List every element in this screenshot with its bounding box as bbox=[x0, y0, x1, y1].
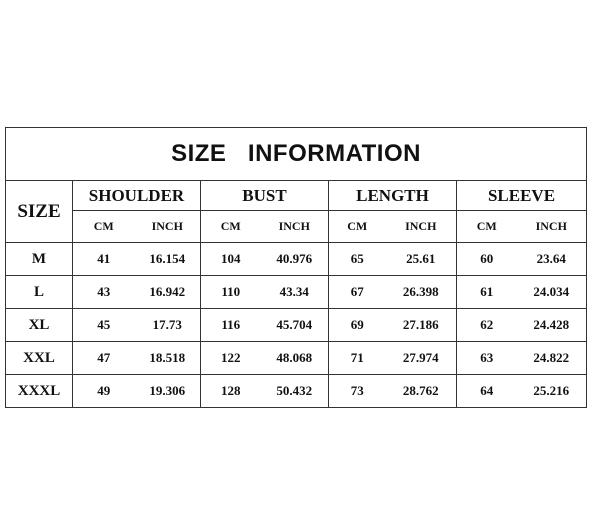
table-cell: 16.942 bbox=[135, 276, 201, 309]
table-cell: 27.186 bbox=[386, 309, 457, 342]
table-cell: 116 bbox=[201, 309, 261, 342]
table-cell: 19.306 bbox=[135, 375, 201, 408]
table-cell: 49 bbox=[73, 375, 135, 408]
table-cell: 16.154 bbox=[135, 243, 201, 276]
size-information-table bbox=[5, 127, 587, 408]
table-cell: 67 bbox=[329, 276, 386, 309]
table-cell: 45 bbox=[73, 309, 135, 342]
table-cell: 65 bbox=[329, 243, 386, 276]
table-cell: 24.034 bbox=[517, 276, 587, 309]
table-cell: 122 bbox=[201, 342, 261, 375]
table-cell: 41 bbox=[73, 243, 135, 276]
unit-header: CM bbox=[329, 211, 386, 243]
sleeve-header: SLEEVE bbox=[457, 181, 587, 211]
title-row bbox=[6, 128, 587, 181]
table-cell: 64 bbox=[457, 375, 517, 408]
group-header-row bbox=[6, 181, 587, 211]
size-column-header: SIZE bbox=[6, 181, 73, 243]
table-title: SIZE INFORMATION bbox=[6, 128, 587, 181]
table-cell: 50.432 bbox=[261, 375, 329, 408]
table-cell: 45.704 bbox=[261, 309, 329, 342]
table-cell: 60 bbox=[457, 243, 517, 276]
shoulder-header: SHOULDER bbox=[73, 181, 201, 211]
size-label: L bbox=[6, 276, 73, 309]
table-cell: 24.822 bbox=[517, 342, 587, 375]
table-cell: 25.61 bbox=[386, 243, 457, 276]
table-cell: 61 bbox=[457, 276, 517, 309]
table-cell: 25.216 bbox=[517, 375, 587, 408]
table-cell: 62 bbox=[457, 309, 517, 342]
table-cell: 18.518 bbox=[135, 342, 201, 375]
table-cell: 28.762 bbox=[386, 375, 457, 408]
unit-header: INCH bbox=[386, 211, 457, 243]
table-cell: 48.068 bbox=[261, 342, 329, 375]
size-label: M bbox=[6, 243, 73, 276]
table-cell: 17.73 bbox=[135, 309, 201, 342]
unit-header: INCH bbox=[261, 211, 329, 243]
table-cell: 40.976 bbox=[261, 243, 329, 276]
size-label: XL bbox=[6, 309, 73, 342]
bust-header: BUST bbox=[201, 181, 329, 211]
unit-header: INCH bbox=[517, 211, 587, 243]
unit-header-row bbox=[6, 211, 587, 243]
table-row bbox=[6, 243, 587, 276]
table-cell: 71 bbox=[329, 342, 386, 375]
table-cell: 26.398 bbox=[386, 276, 457, 309]
table-row bbox=[6, 276, 587, 309]
unit-header: CM bbox=[73, 211, 135, 243]
table-cell: 24.428 bbox=[517, 309, 587, 342]
table-cell: 47 bbox=[73, 342, 135, 375]
table-cell: 43 bbox=[73, 276, 135, 309]
table-cell: 110 bbox=[201, 276, 261, 309]
table-row bbox=[6, 309, 587, 342]
unit-header: CM bbox=[201, 211, 261, 243]
size-label: XXXL bbox=[6, 375, 73, 408]
table-cell: 27.974 bbox=[386, 342, 457, 375]
length-header: LENGTH bbox=[329, 181, 457, 211]
table-cell: 63 bbox=[457, 342, 517, 375]
table-cell: 69 bbox=[329, 309, 386, 342]
table-cell: 43.34 bbox=[261, 276, 329, 309]
table-cell: 73 bbox=[329, 375, 386, 408]
table-cell: 128 bbox=[201, 375, 261, 408]
table-cell: 23.64 bbox=[517, 243, 587, 276]
size-label: XXL bbox=[6, 342, 73, 375]
table-row bbox=[6, 375, 587, 408]
unit-header: INCH bbox=[135, 211, 201, 243]
unit-header: CM bbox=[457, 211, 517, 243]
table-row bbox=[6, 342, 587, 375]
table-cell: 104 bbox=[201, 243, 261, 276]
